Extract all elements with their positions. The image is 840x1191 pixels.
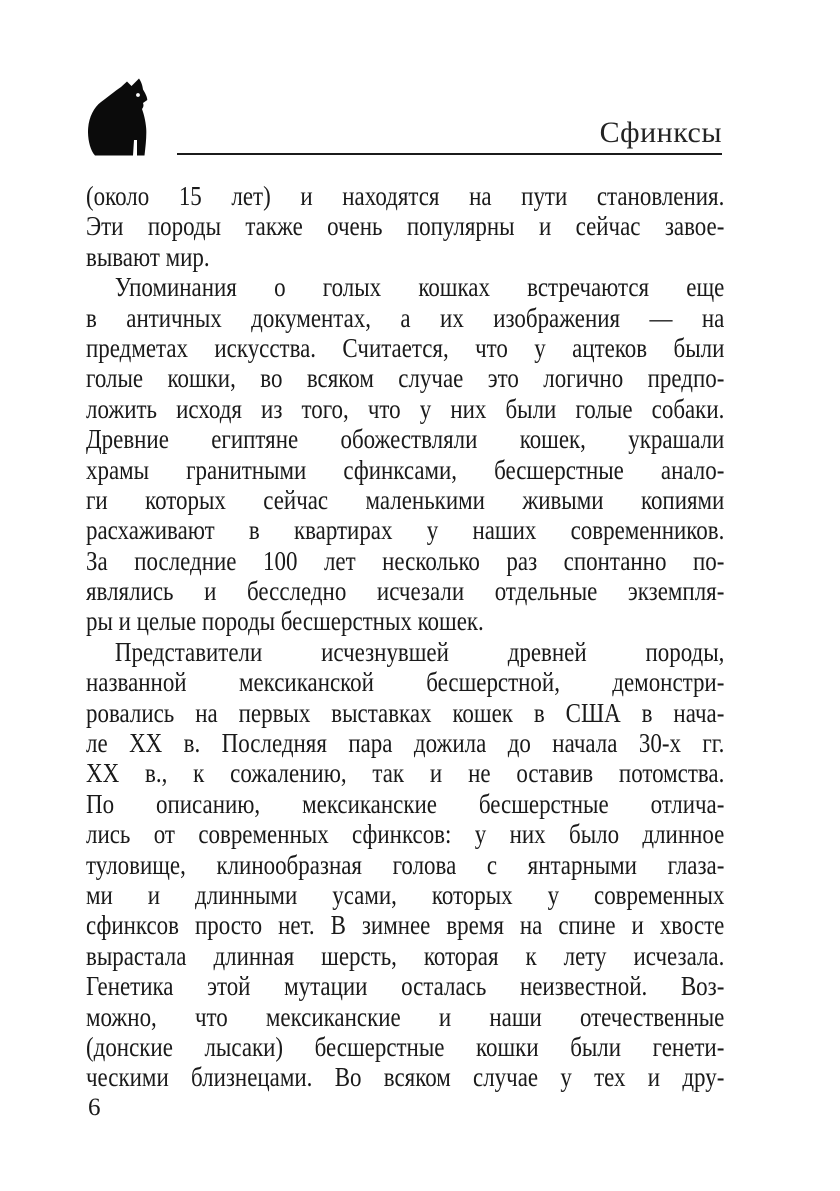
text-line: За последние 100 лет несколько раз спонтанно по- (86, 545, 725, 576)
text-line: (донские лысаки) бесшерстные кошки были генети- (86, 1031, 725, 1062)
text-line: Упоминания о голых кошках встречаются еще (114, 272, 725, 303)
text-line: туловище, клинообразная голова с янтарными глаза- (86, 849, 725, 880)
text-line: ческими близнецами. Во всяком случае у тех и дру- (86, 1062, 725, 1093)
text-line: храмы гранитными сфинксами, бесшерстные анало- (86, 454, 725, 485)
running-header-title: Сфинксы (599, 116, 722, 149)
text-line: лись от современных сфинксов: у них было длинное (86, 819, 725, 850)
body-text (86, 181, 724, 1093)
text-line: названной мексиканской бесшерстной, демонстри- (86, 667, 725, 698)
text-line: ровались на первых выставках кошек в США в нача- (86, 697, 725, 728)
text-line: ле XX в. Последняя пара дожила до начала 30-х гг. (86, 728, 725, 759)
text-line: предметах искусства. Считается, что у ацтеков были (86, 332, 725, 363)
text-line: Представители исчезнувшей древней породы, (114, 636, 725, 667)
text-line: ложить исходя из того, что у них были голые собаки. (86, 393, 725, 424)
text-line: ми и длинными усами, которых у современных (86, 879, 725, 910)
text-line: Генетика этой мутации осталась неизвестной. Воз- (86, 971, 725, 1002)
text-line: ги которых сейчас маленькими живыми копиями (86, 484, 725, 515)
text-line: сфинксов просто нет. В зимнее время на спине и хвосте (86, 910, 725, 941)
text-line: (около 15 лет) и находятся на пути становления. (86, 181, 725, 211)
text-line: Эти породы также очень популярны и сейчас завое- (86, 211, 725, 242)
text-line: XX в., к сожалению, так и не оставив потомства. (86, 758, 725, 789)
page-number: 6 (88, 1094, 101, 1121)
text-line: в античных документах, а их изображения — на (86, 302, 725, 333)
text-line: являлись и бесследно исчезали отдельные экземпля- (86, 576, 725, 607)
text-line: вырастала длинная шерсть, которая к лету исчезала. (86, 940, 725, 971)
text-line: ры и целые породы бесшерстных кошек. (86, 606, 484, 637)
cat-eye-dot (136, 93, 140, 97)
text-line: Древние египтяне обожествляли кошек, украшали (86, 424, 725, 455)
text-line: можно, что мексиканские и наши отечественные (86, 1001, 725, 1032)
text-line: голые кошки, во всяком случае это логично предпо- (86, 363, 725, 394)
text-line: По описанию, мексиканские бесшерстные отлича- (86, 788, 725, 819)
text-line: расхаживают в квартирах у наших современников. (86, 515, 725, 546)
header-rule (177, 153, 722, 155)
text-line: вывают мир. (86, 241, 210, 272)
